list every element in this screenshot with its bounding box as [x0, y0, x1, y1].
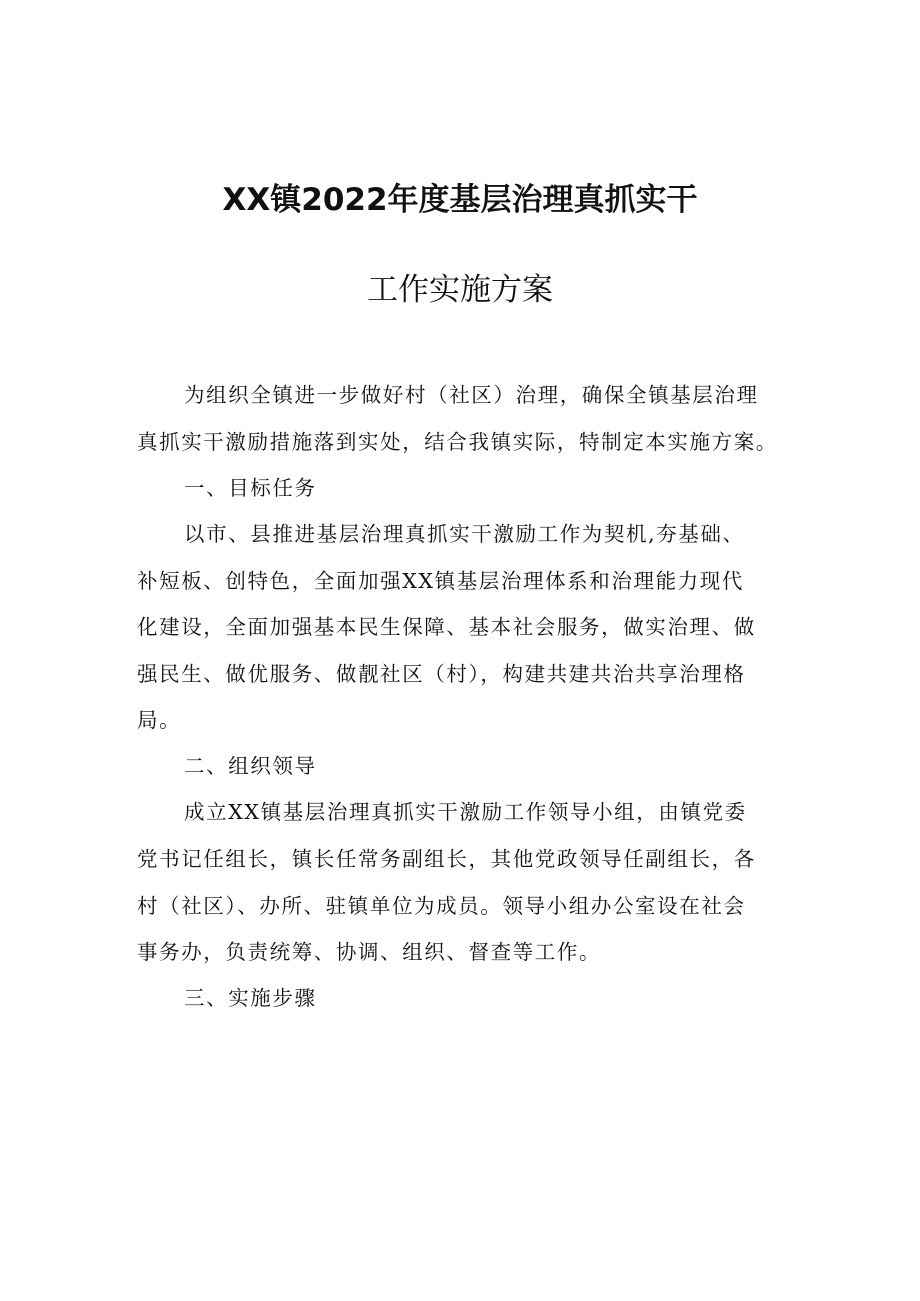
paragraph-leadership-line-3: 村（社区）、办所、驻镇单位为成员。领导小组办公室设在社会 — [137, 894, 746, 918]
paragraph-intro-line-1: 为组织全镇进一步做好村（社区）治理，确保全镇基层治理 — [184, 383, 759, 407]
paragraph-intro-line-2: 真抓实干激励措施落到实处，结合我镇实际，特制定本实施方案。 — [137, 430, 778, 454]
section-heading-steps: 三、实施步骤 — [184, 986, 317, 1010]
document-title-line-2: 工作实施方案 — [367, 272, 553, 308]
paragraph-goals-line-5: 局。 — [137, 708, 182, 732]
paragraph-goals-line-4: 强民生、做优服务、做靓社区（村），构建共建共治共享治理格 — [137, 662, 746, 686]
section-heading-goals: 一、目标任务 — [184, 476, 317, 500]
paragraph-leadership-line-4: 事务办，负责统筹、协调、组织、督查等工作。 — [137, 940, 602, 964]
section-heading-leadership: 二、组织领导 — [184, 754, 317, 778]
paragraph-leadership-line-1: 成立XX镇基层治理真抓实干激励工作领导小组，由镇党委 — [184, 800, 747, 824]
paragraph-goals-line-3: 化建设，全面加强基本民生保障、基本社会服务，做实治理、做 — [137, 615, 756, 639]
paragraph-leadership-line-2: 党书记任组长，镇长任常务副组长，其他党政领导任副组长，各 — [137, 847, 756, 871]
document-title-line-1: XX镇2022年度基层治理真抓实干 — [222, 182, 698, 218]
paragraph-goals-line-1: 以市、县推进基层治理真抓实干激励工作为契机,夯基础、 — [184, 522, 745, 546]
paragraph-goals-line-2: 补短板、创特色，全面加强XX镇基层治理体系和治理能力现代 — [137, 569, 744, 593]
